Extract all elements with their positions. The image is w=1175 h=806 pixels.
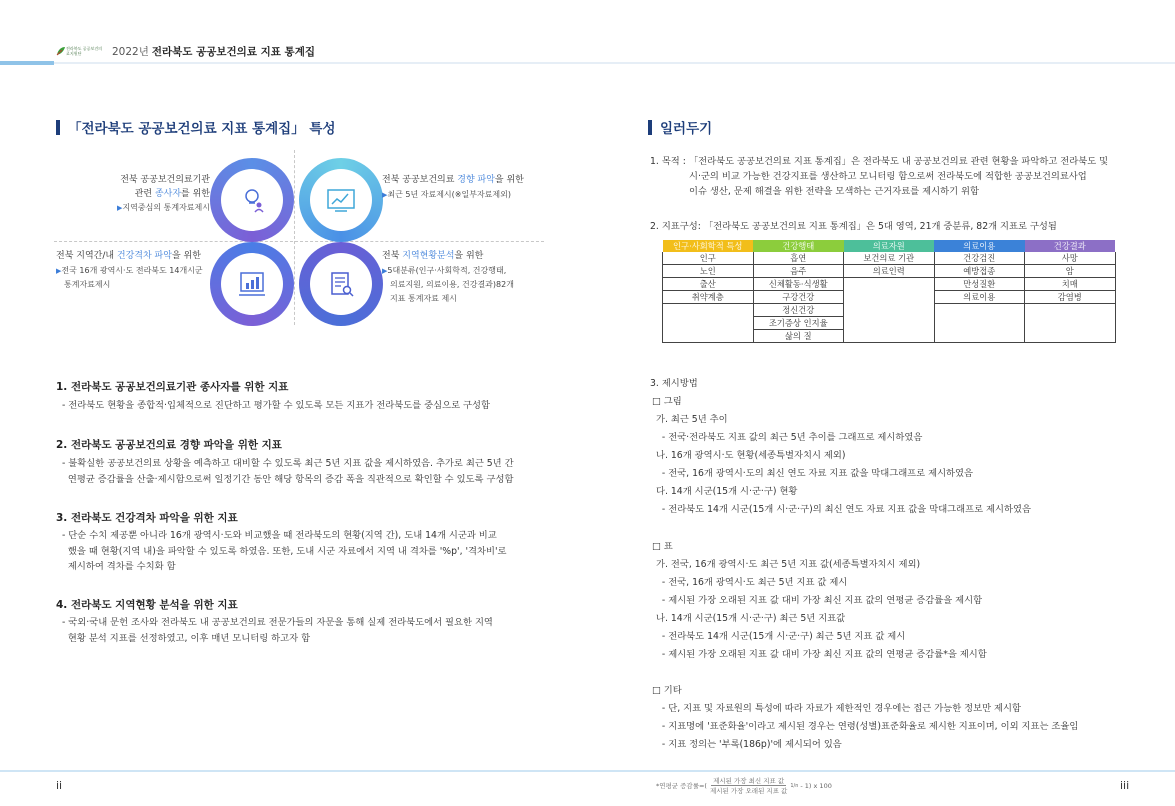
section-3-line: 했을 때 현황(지역 내)을 파악할 수 있도록 하였음. 또한, 도내 시군 자료에서 지역 내 격차를 '%p', '격차비'로 <box>62 545 507 557</box>
table-cell <box>663 317 754 330</box>
left-page-number: ii <box>56 779 63 792</box>
table-cell <box>663 304 754 317</box>
triangle-icon: ▶ <box>382 190 388 199</box>
table-cell: 인구 <box>663 252 754 265</box>
section-1-line: - 전라북도 현황을 종합적·입체적으로 진단하고 평가할 수 있도록 모든 지표가 전라북도를 중심으로 구성함 <box>62 400 490 411</box>
right-page-number: iii <box>1120 779 1130 792</box>
table-header-cell: 의료이용 <box>934 240 1025 252</box>
section-3-heading: 3. 전라북도 건강격차 파악을 위한 지표 <box>56 512 238 524</box>
figure-lines <box>650 411 1031 519</box>
table-row <box>663 304 1116 317</box>
bl-line1c: 을 위한 <box>171 251 201 261</box>
bl-sub1: 전국 16개 광역시·도 전라북도 14개시군 <box>61 265 203 275</box>
etc-block <box>650 682 1078 754</box>
table-cell: 예방접종 <box>934 265 1025 278</box>
table-row <box>663 291 1116 304</box>
circle-gap <box>210 242 294 326</box>
feature-diagram <box>54 150 544 325</box>
method-line: 가. 전국, 16개 광역시·도 최근 5년 지표 값(세종특별자치시 제외) <box>656 559 921 570</box>
section-1-body <box>62 398 542 414</box>
table-cell: 암 <box>1025 265 1116 278</box>
circle-analysis <box>299 242 383 326</box>
footnote-denominator: 제시된 가장 오래된 지표 값 <box>709 787 788 795</box>
purpose-line: 이슈 생산, 문제 해결을 위한 전략을 모색하는 근거자료를 제시하기 위함 <box>689 186 979 197</box>
table-cell <box>844 278 935 291</box>
table-lines <box>650 556 987 664</box>
section-3-line: - 단순 수치 제공뿐 아니라 16개 광역시·도와 비교했을 때 전라북도의 현황(지역 간), 도내 14개 시군과 비교 <box>62 530 497 541</box>
method-line: 가. 최근 5년 추이 <box>656 414 728 425</box>
footnote-suffix: - 1) x 100 <box>800 781 832 790</box>
table-cell: 감염병 <box>1025 291 1116 304</box>
diagram-text-gap <box>56 250 216 292</box>
section-2-line: - 불확실한 공공보건의료 상황을 예측하고 대비할 수 있도록 최근 5년 지표 값을 제시하였음. 추가로 최근 5년 간 <box>62 458 514 469</box>
header-divider <box>0 62 1175 64</box>
figure-heading: □ 그림 <box>652 396 682 407</box>
etc-heading: □ 기타 <box>652 685 682 696</box>
trend-chart-icon <box>325 186 357 214</box>
table-cell: 음주 <box>753 265 844 278</box>
title-bar <box>56 120 60 135</box>
header-accent <box>0 61 54 65</box>
diagram-v-divider <box>294 150 295 325</box>
indicator-table-body <box>663 252 1116 343</box>
footnote-fraction <box>708 776 789 795</box>
table-method-block <box>650 538 987 664</box>
br-sub2: 의료지원, 의료이용, 건강결과)82개 <box>390 280 514 289</box>
section-2-line: 연평균 증감률을 산출·제시함으로써 일정기간 동안 해당 항목의 증감 폭을 직관적으로 확인할 수 있도록 구성함 <box>62 473 514 485</box>
right-section-title-text: 일러두기 <box>660 121 713 137</box>
tr-highlight: 경향 파악 <box>457 175 495 185</box>
composition-text: 2. 지표구성: 「전라북도 공공보건의료 지표 통계집」은 5대 영역, 21개 중분류, 82개 지표로 구성됨 <box>650 221 1057 232</box>
table-cell: 취약계층 <box>663 291 754 304</box>
section-4-line: - 국외·국내 문헌 조사와 전라북도 내 공공보건의료 전문가들의 자문을 통해 실제 전라북도에서 필요한 지역 <box>62 617 493 628</box>
footnote-exponent: 1/n <box>790 782 799 789</box>
header-title: 전라북도 공공보건의료 지표 통계집 <box>151 45 315 58</box>
section-4-heading: 4. 전라북도 지역현황 분석을 위한 지표 <box>56 599 238 611</box>
method-line: - 전국·전라북도 지표 값의 최근 5년 추이를 그래프로 제시하였음 <box>656 432 923 443</box>
br-highlight: 지역현황분석 <box>402 251 455 261</box>
table-cell <box>934 317 1025 330</box>
title-bar <box>648 120 652 135</box>
footnote-numerator: 제시된 가장 최신 지표 값 <box>713 777 785 785</box>
table-cell: 구강건강 <box>753 291 844 304</box>
table-cell <box>1025 330 1116 343</box>
section-2-heading: 2. 전라북도 공공보건의료 경향 파악을 위한 지표 <box>56 439 282 451</box>
section-3-body <box>62 528 542 575</box>
purpose-line: 시·군의 비교 가능한 건강지표를 생산하고 모니터링 함으로써 전라북도에 적합한 공공보건의료사업 <box>689 171 1087 182</box>
diagram-text-trend <box>382 174 547 202</box>
table-cell <box>844 291 935 304</box>
table-cell: 의료이용 <box>934 291 1025 304</box>
method-line: - 전라북도 14개 시군(15개 시·군·구) 최근 5년 지표 값 제시 <box>656 631 906 642</box>
bl-line1a: 전북 지역간/내 <box>56 251 117 261</box>
org-logo <box>56 46 104 56</box>
footnote-prefix: *연평균 증감률=( <box>656 782 707 790</box>
method-line: - 전국, 16개 광역시·도의 최신 연도 자료 지표 값을 막대그래프로 제시하였음 <box>656 468 974 479</box>
purpose-line: 1. 목적 : 「전라북도 공공보건의료 지표 통계집」은 전라북도 내 공공보건의료 관련 현황을 파악하고 전라북도 및 <box>650 156 1109 167</box>
table-header-cell: 건강결과 <box>1025 240 1116 252</box>
br-sub1: 5대분류(인구·사회학적, 건강행태, <box>387 265 507 275</box>
circle-trend <box>299 158 383 242</box>
leaf-icon <box>56 46 66 56</box>
table-row <box>663 278 1116 291</box>
table-cell <box>1025 317 1116 330</box>
br-line1c: 을 위한 <box>454 251 484 261</box>
header-year: 2022년 <box>112 45 149 58</box>
table-row <box>663 330 1116 343</box>
table-cell: 흡연 <box>753 252 844 265</box>
section-2-body <box>62 456 542 487</box>
section-1-heading: 1. 전라북도 공공보건의료기관 종사자를 위한 지표 <box>56 381 289 393</box>
document-search-icon <box>326 269 356 299</box>
table-cell <box>1025 304 1116 317</box>
tl-sub: 지역중심의 통계자료제시 <box>122 203 210 212</box>
table-cell: 건강검진 <box>934 252 1025 265</box>
table-cell: 출산 <box>663 278 754 291</box>
method-title: 3. 제시방법 <box>650 378 698 389</box>
org-logo-text: 전라북도 공공보건의료지원단 <box>66 46 103 56</box>
table-cell: 사망 <box>1025 252 1116 265</box>
purpose-block <box>650 154 1140 199</box>
table-cell <box>934 330 1025 343</box>
method-line: - 단, 지표 및 자료원의 특성에 따라 자료가 제한적인 경우에는 접근 가능한 정보만 제시함 <box>656 703 1021 714</box>
tr-line1a: 전북 공공보건의료 <box>382 175 458 185</box>
indicator-table-header <box>663 240 1116 252</box>
lightbulb-person-icon <box>237 185 267 215</box>
tl-line1: 전북 공공보건의료기관 <box>120 175 210 185</box>
tl-line2c: 를 위한 <box>181 188 210 199</box>
table-cell <box>844 304 935 317</box>
table-header-cell: 인구·사회학적 특성 <box>663 240 754 252</box>
table-cell: 조기증상 인지율 <box>753 317 844 330</box>
table-heading: □ 표 <box>652 541 673 552</box>
table-cell: 삶의 질 <box>753 330 844 343</box>
method-line: - 지표명에 '표준화율'이라고 제시된 경우는 연령(성별)표준화율로 제시한 지표이며, 이외 지표는 조율임 <box>656 721 1079 732</box>
right-section-title <box>648 117 712 137</box>
diagram-h-divider <box>54 241 544 242</box>
tr-line1c: 을 위한 <box>494 175 524 185</box>
table-cell: 노인 <box>663 265 754 278</box>
bl-highlight: 건강격차 파악 <box>116 251 172 261</box>
table-cell: 의료인력 <box>844 265 935 278</box>
section-4-line: 현황 분석 지표를 선정하였고, 이후 매년 모니터링 하고자 함 <box>62 632 311 644</box>
table-cell: 정신건강 <box>753 304 844 317</box>
tl-line2a: 관련 <box>134 188 155 199</box>
table-row <box>663 252 1116 265</box>
etc-lines <box>650 700 1078 754</box>
table-header-cell: 건강행태 <box>753 240 844 252</box>
triangle-icon: ▶ <box>117 204 123 212</box>
table-cell <box>844 330 935 343</box>
method-line: 나. 14개 시군(15개 시·군·구) 최근 5년 지표값 <box>656 613 846 624</box>
table-cell: 보건의료 기관 <box>844 252 935 265</box>
diagram-text-workers <box>54 174 210 216</box>
method-line: 다. 14개 시군(15개 시·군·구) 현황 <box>656 486 798 497</box>
table-row <box>663 317 1116 330</box>
method-line: - 전라북도 14개 시군(15개 시·군·구)의 최신 연도 자료 지표 값을 막대그래프로 제시하였음 <box>656 504 1031 515</box>
table-cell: 신체활동·식생활 <box>753 278 844 291</box>
section-3-line: 제시하여 격차를 수치화 함 <box>62 561 176 572</box>
triangle-icon: ▶ <box>56 266 62 275</box>
circle-workers <box>210 158 294 242</box>
bar-chart-icon <box>237 270 267 298</box>
table-cell <box>663 330 754 343</box>
diagram-text-analysis <box>382 250 547 305</box>
method-block <box>650 375 1031 519</box>
br-sub3: 지표 통계자료 제시 <box>390 293 457 303</box>
triangle-icon: ▶ <box>382 266 388 275</box>
method-line: 나. 16개 광역시·도 현황(세종특별자치시 제외) <box>656 450 846 461</box>
tr-sub: 최근 5년 자료제시(※일부자료제외) <box>387 189 511 199</box>
indicator-table <box>662 240 1116 343</box>
method-line: - 제시된 가장 오래된 지표 값 대비 가장 최신 지표 값의 연평균 증감률을 제시함 <box>656 595 983 606</box>
method-line: - 전국, 16개 광역시·도 최근 5년 지표 값 제시 <box>656 577 848 588</box>
table-header-cell: 의료자원 <box>844 240 935 252</box>
tl-highlight: 종사자 <box>154 188 182 199</box>
page-header <box>56 40 315 62</box>
method-line: - 지표 정의는 '부록(186p)'에 제시되어 있음 <box>656 739 842 750</box>
bl-sub2: 통계자료제시 <box>64 280 111 289</box>
section-4-body <box>62 615 542 646</box>
table-row <box>663 265 1116 278</box>
br-line1a: 전북 <box>382 251 403 261</box>
footer-divider <box>0 770 1175 772</box>
table-cell <box>844 317 935 330</box>
left-section-title-text: 「전라북도 공공보건의료 지표 통계집」 특성 <box>68 121 336 137</box>
table-cell: 치매 <box>1025 278 1116 291</box>
method-line: - 제시된 가장 오래된 지표 값 대비 가장 최신 지표 값의 연평균 증감률*을 제시함 <box>656 649 987 660</box>
footnote-formula <box>656 776 832 795</box>
table-cell <box>934 304 1025 317</box>
table-cell: 만성질환 <box>934 278 1025 291</box>
left-section-title <box>56 117 336 137</box>
